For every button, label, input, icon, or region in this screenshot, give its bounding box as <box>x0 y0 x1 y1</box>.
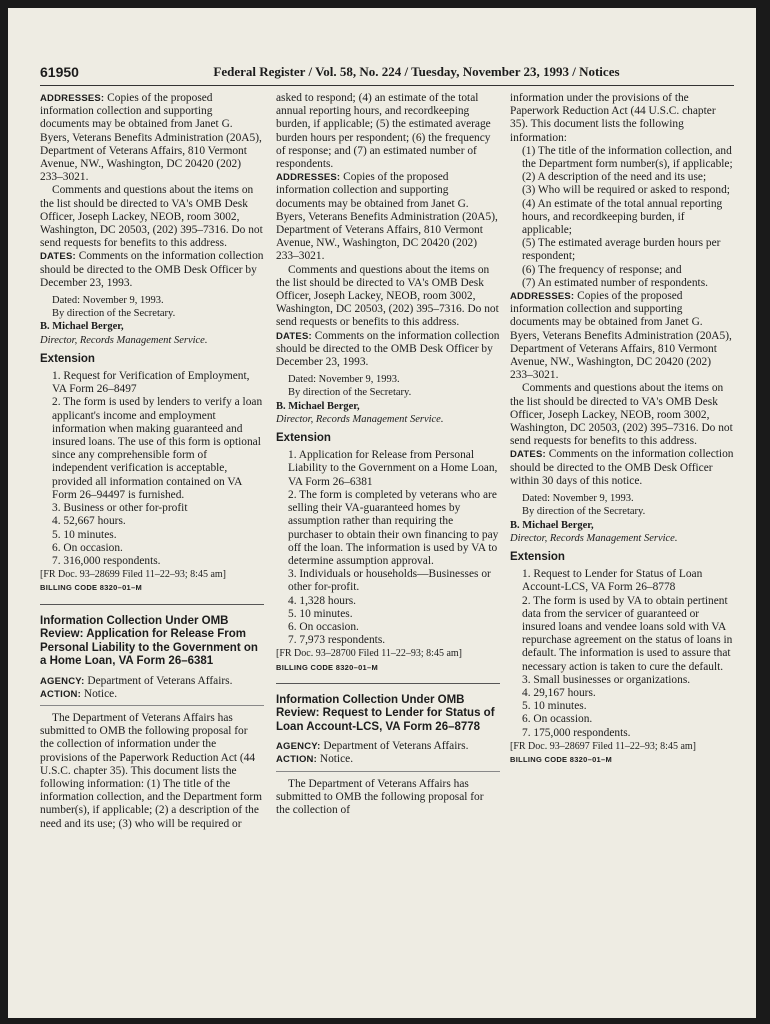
agency-label: AGENCY: <box>40 675 85 687</box>
action-label: ACTION: <box>40 688 81 700</box>
list-item: 1. Application for Release from Personal Liability to the Government on a Home Loan, VA Form 26–6381 <box>288 449 498 488</box>
section-divider <box>40 604 264 605</box>
agency-text: Department of Veterans Affairs. <box>323 740 469 753</box>
signer-name: B. Michael Berger, <box>276 400 360 412</box>
agency-text: Department of Veterans Affairs. <box>87 674 233 687</box>
notice-heading: Information Collection Under OMB Review: Request to Lender for Status of Loan Account-LCS, VA Form 26–8778 <box>276 693 495 733</box>
list-item: (6) The frequency of response; and <box>522 263 682 276</box>
signer-name: B. Michael Berger, <box>510 519 594 531</box>
action-label: ACTION: <box>276 754 317 766</box>
dates-label: DATES: <box>276 330 312 342</box>
agency-line <box>276 740 500 753</box>
fr-doc-line: [FR Doc. 93–28699 Filed 11–22–93; 8:45 am] <box>40 569 227 581</box>
page-header <box>40 64 734 80</box>
addresses-paragraph <box>276 171 500 263</box>
list-item: 5. 10 minutes. <box>288 607 353 620</box>
dated-line: Dated: November 9, 1993. <box>52 295 164 307</box>
comments-paragraph: Comments and questions about the items on the list should be directed to VA's OMB Desk Officer, Joseph Lackey, NEOB, room 3002, Washington, DC 20503, (202) 395–7316. Do not send requests for benefits to this address. <box>40 184 263 250</box>
list-item: 6. On occasion. <box>288 620 359 633</box>
running-head: Federal Register / Vol. 58, No. 224 / Tuesday, November 23, 1993 / Notices <box>213 64 620 79</box>
column-1 <box>40 92 264 831</box>
list-item: 2. The form is completed by veterans who are selling their VA-guaranteed homes by assumption rather than requiring the purchaser to obtain their own financing to pay off the loan. The information is used by VA to determine assumption approval. <box>288 488 499 567</box>
dates-paragraph <box>510 448 734 488</box>
list-item: 4. 52,667 hours. <box>52 515 126 528</box>
list-item: 6. On occasion. <box>52 541 123 554</box>
list-item: 6. On ocassion. <box>522 713 593 726</box>
signer-title: Director, Records Management Service. <box>510 532 678 544</box>
signer-name: B. Michael Berger, <box>40 321 124 333</box>
list-item: 7. 316,000 respondents. <box>52 554 161 567</box>
addresses-label: ADDRESSES: <box>510 291 575 303</box>
signer-title: Director, Records Management Service. <box>40 334 208 346</box>
comments-paragraph: Comments and questions about the items on the list should be directed to VA's OMB Desk Officer, Joseph Lackey, NEOB, room 3002, Washington, DC 20503, (202) 395–7316. Do not send requests for benefits to this address. <box>510 382 733 448</box>
dated-line: Dated: November 9, 1993. <box>288 374 400 386</box>
billing-code: BILLING CODE 8320–01–M <box>40 583 143 593</box>
addresses-label: ADDRESSES: <box>276 172 341 184</box>
list-item: (4) An estimate of the total annual reporting hours, and recordkeeping burden, if applicable; <box>522 197 723 237</box>
column-2 <box>276 92 500 817</box>
section-divider <box>276 683 500 684</box>
list-item: 1. Request to Lender for Status of Loan Account-LCS, VA Form 26–8778 <box>522 568 703 594</box>
notice-heading: Information Collection Under OMB Review: Application for Release From Personal Liability to the Government on a Home Loan, VA Form 26–6381 <box>40 614 258 668</box>
list-item: (5) The estimated average burden hours per respondent; <box>522 237 721 263</box>
list-item: 7. 7,973 respondents. <box>288 634 386 647</box>
header-rule <box>40 85 734 86</box>
list-item: 3. Business or other for-profit <box>52 502 188 515</box>
action-line <box>40 688 264 701</box>
billing-code: BILLING CODE 8320–01–M <box>510 754 613 764</box>
addresses-text: Copies of the proposed information collection and supporting documents may be obtained from Janet G. Byers, Veterans Benefits Administration (20A5), Department of Veterans Affairs, 810 Vermont Avenue, NW., Washington, DC 20420 (202) 233–3021. <box>276 171 498 263</box>
section-heading: Extension <box>40 352 95 365</box>
action-text: Notice. <box>83 687 118 700</box>
divider <box>40 705 264 706</box>
action-line <box>276 753 500 766</box>
dates-text: Comments on the information collection should be directed to the OMB Desk Officer by December 23, 1993. <box>40 250 264 289</box>
intro-paragraph: information under the provisions of the Paperwork Reduction Act (44 U.S.C. chapter 35). This document lists the following information: <box>510 92 716 144</box>
list-item: 2. The form is used by VA to obtain pertinent data from the servicer of guaranteed or insured loans and vendee loans sold with VA repurchase agreement on the status of loans in default. The information is used to assure that necessary action is taken to cure the default. <box>522 594 733 673</box>
extension-list <box>40 370 264 568</box>
by-direction-line: By direction of the Secretary. <box>288 387 412 399</box>
dates-paragraph <box>40 250 264 290</box>
dates-text: Comments on the information collection should be directed to the OMB Desk Officer by December 23, 1993. <box>276 329 500 369</box>
list-item: 1. Request for Verification of Employment, VA Form 26–8497 <box>52 370 250 396</box>
list-item: (2) A description of the need and its use; <box>522 171 707 184</box>
list-item: 7. 175,000 respondents. <box>522 726 631 739</box>
signer-title: Director, Records Management Service. <box>276 413 444 425</box>
list-item: 3. Small businesses or organizations. <box>522 673 691 686</box>
body-paragraph: The Department of Veterans Affairs has submitted to OMB the following proposal for the collection of <box>276 777 484 817</box>
addresses-text: Copies of the proposed information collection and supporting documents may be obtained from Janet G. Byers, Veterans Benefits Administration (20A5), Department of Veterans Affairs, 810 Vermont Avenue, NW., Washington, DC 20420 (202) 233–3021. <box>40 92 262 184</box>
section-heading: Extension <box>276 432 331 445</box>
page-number: 61950 <box>40 64 79 80</box>
dates-paragraph <box>276 330 500 370</box>
list-item: 5. 10 minutes. <box>522 700 587 713</box>
list-item: 2. The form is used by lenders to verify a loan applicant's income and employment information when making guaranteed and insured loans. The use of this form is optional since any comprehensible form of independent verification is acceptable, provided all information contained on VA Form 26–94497 is furnished. <box>52 396 263 501</box>
dates-label: DATES: <box>40 251 76 263</box>
document-page <box>8 8 756 1018</box>
column-3 <box>510 92 734 766</box>
intro-paragraph: asked to respond; (4) an estimate of the total annual reporting hours, and recordkeeping burden, if applicable; (5) the estimated average burden hours per respondent; (6) the frequency of response; and (7) an estimated number of respondents. <box>276 92 491 171</box>
action-text: Notice. <box>319 753 354 766</box>
agency-label: AGENCY: <box>276 741 321 753</box>
addresses-text: Copies of the proposed information collection and supporting documents may be obtained from Janet G. Byers, Veterans Benefits Administration (20A5), Department of Veterans Affairs, 810 Vermont Avenue, NW., Washington, DC 20420 (202) 233–3021. <box>510 290 732 382</box>
list-item: 5. 10 minutes. <box>52 528 117 541</box>
addresses-paragraph <box>40 92 264 184</box>
comments-paragraph: Comments and questions about the items on the list should be directed to VA's OMB Desk Officer, Joseph Lackey, NEOB, room 3002, Washington, DC 20503, (202) 395–7316. Do not send requests or benefits to this address. <box>276 263 499 329</box>
dated-line: Dated: November 9, 1993. <box>522 493 634 505</box>
list-item: (1) The title of the information collection, and the Department form number(s), if applicable; <box>522 144 733 171</box>
extension-list <box>276 449 500 647</box>
billing-code: BILLING CODE 8320–01–M <box>276 662 379 672</box>
section-heading: Extension <box>510 550 565 563</box>
addresses-paragraph <box>510 290 734 382</box>
agency-line <box>40 675 264 688</box>
body-paragraph: The Department of Veterans Affairs has submitted to OMB the following proposal for the collection of information under the provisions of the Paperwork Reduction Act (44 U.S.C. chapter 35). This document lists the following information: (1) The title of the information collection, and the Department form number(s), if applicable; (2) a description of the need and its use; (3) who will be required or <box>40 711 263 830</box>
list-item: 4. 29,167 hours. <box>522 686 596 699</box>
list-item: (7) An estimated number of respondents. <box>522 276 709 289</box>
dates-label: DATES: <box>510 449 546 461</box>
addresses-label: ADDRESSES: <box>40 93 105 104</box>
by-direction-line: By direction of the Secretary. <box>52 308 176 320</box>
dates-text: Comments on the information collection should be directed to the OMB Desk Officer within 30 days of this notice. <box>510 448 734 487</box>
fr-doc-line: [FR Doc. 93–28697 Filed 11–22–93; 8:45 am] <box>510 740 697 752</box>
list-item: (3) Who will be required or asked to respond; <box>522 184 730 197</box>
by-direction-line: By direction of the Secretary. <box>522 506 646 518</box>
list-item: 3. Individuals or households—Businesses or other for-profit. <box>288 568 491 594</box>
divider <box>276 771 500 772</box>
info-list <box>510 145 734 290</box>
extension-list <box>510 568 734 740</box>
fr-doc-line: [FR Doc. 93–28700 Filed 11–22–93; 8:45 am] <box>276 648 463 660</box>
list-item: 4. 1,328 hours. <box>288 594 357 607</box>
